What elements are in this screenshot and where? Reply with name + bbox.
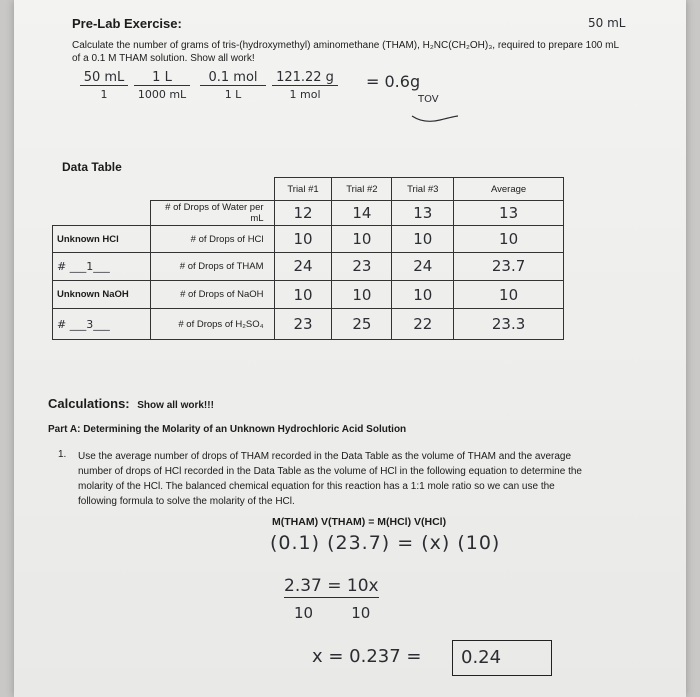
prelab-question-line2: of a 0.1 M THAM solution. Show all work! [72, 53, 255, 64]
table-cell: 13 [392, 201, 454, 226]
prelab-title: Pre-Lab Exercise: [72, 16, 182, 31]
fraction-4-denominator: 1 mol [289, 88, 321, 101]
row-label: # of Drops of H₂SO₄ [150, 309, 274, 340]
calculations-subtitle: Show all work!!! [137, 400, 214, 411]
table-cell: 13 [454, 201, 564, 226]
table-cell: 10 [454, 226, 564, 252]
row-group-cell: Unknown NaOH [53, 281, 151, 309]
data-table [52, 177, 564, 340]
row-group-cell: # ___1___ [53, 252, 151, 280]
table-cell: 10 [274, 226, 332, 252]
molarity-formula: M(THAM) V(THAM) = M(HCl) V(HCl) [272, 516, 447, 528]
table-cell: 24 [392, 252, 454, 280]
calculations-title: Calculations: [48, 396, 130, 411]
table-cell: 24 [274, 252, 332, 280]
prelab-question-line1: Calculate the number of grams of tris-(hydroxymethyl) aminomethane (THAM), H₂NC(CH₂OH)₃, required to prepare 100 mL [72, 40, 620, 51]
table-row [53, 281, 564, 309]
table-cell: 10 [332, 281, 392, 309]
row-label: # of Drops of NaOH [150, 281, 274, 309]
fraction-4-numerator: 121.22 g [272, 70, 338, 86]
data-table-title: Data Table [62, 160, 122, 174]
question-line: following formula to solve the molarity of the HCl. [78, 496, 295, 507]
column-header: Trial #1 [274, 178, 332, 201]
empty-cell [53, 178, 151, 201]
question-line: Use the average number of drops of THAM recorded in the Data Table as the volume of THAM and the average [78, 451, 572, 462]
row-group-cell [53, 201, 151, 226]
table-cell: 14 [332, 201, 392, 226]
row-group-cell: Unknown HCl [53, 226, 151, 252]
question-text [78, 449, 678, 509]
work-line-2-denominator: 10 10 [294, 604, 371, 622]
table-cell: 23.3 [454, 309, 564, 340]
row-label: # of Drops of THAM [150, 252, 274, 280]
question-number: 1. [58, 449, 67, 460]
column-header: Trial #2 [332, 178, 392, 201]
work-line-2-numerator: 2.37 = 10x [284, 576, 379, 596]
final-answer-box: 0.24 [452, 640, 552, 676]
fraction-3-numerator: 0.1 mol [200, 70, 266, 86]
table-row [53, 226, 564, 252]
table-cell: 10 [392, 226, 454, 252]
table-row [53, 201, 564, 226]
column-header: Average [454, 178, 564, 201]
work-line-1: (0.1) (23.7) = (x) (10) [270, 532, 501, 554]
table-cell: 22 [392, 309, 454, 340]
question-line: molarity of the HCl. The balanced chemical equation for this reaction has a 1:1 mole ratio so we can use the [78, 481, 555, 492]
table-cell: 12 [274, 201, 332, 226]
table-cell: 10 [332, 226, 392, 252]
question-line: number of drops of HCl recorded in the Data Table as the volume of HCl in the following equation to determine the [78, 466, 582, 477]
table-row [53, 309, 564, 340]
table-cell: 23 [332, 252, 392, 280]
table-cell: 23 [274, 309, 332, 340]
fraction-2-denominator: 1000 mL [137, 88, 187, 101]
work-line-3: x = 0.237 = [312, 646, 422, 667]
table-header-row [53, 178, 564, 201]
prelab-result-note: TOV [418, 94, 439, 105]
row-label: # of Drops of HCl [150, 226, 274, 252]
underline-squiggle [410, 110, 460, 124]
table-cell: 10 [392, 281, 454, 309]
table-row [53, 252, 564, 280]
fraction-1-denominator: 1 [100, 88, 108, 101]
table-cell: 23.7 [454, 252, 564, 280]
fraction-1-numerator: 50 mL [80, 70, 128, 86]
table-cell: 25 [332, 309, 392, 340]
prelab-result: = 0.6g [366, 72, 421, 91]
table-cell: 10 [454, 281, 564, 309]
column-header: Trial #3 [392, 178, 454, 201]
part-a-title: Part A: Determining the Molarity of an Unknown Hydrochloric Acid Solution [48, 424, 407, 435]
prelab-handwritten-work [80, 70, 340, 110]
fraction-2-numerator: 1 L [134, 70, 190, 86]
corner-handwritten-note: 50 mL [588, 16, 626, 30]
fraction-3-denominator: 1 L [224, 88, 242, 101]
worksheet-page [14, 0, 686, 697]
row-group-cell: # ___3___ [53, 309, 151, 340]
calculations-heading [48, 396, 214, 411]
table-cell: 10 [274, 281, 332, 309]
empty-cell [150, 178, 274, 201]
row-label: # of Drops of Water per mL [150, 201, 274, 226]
